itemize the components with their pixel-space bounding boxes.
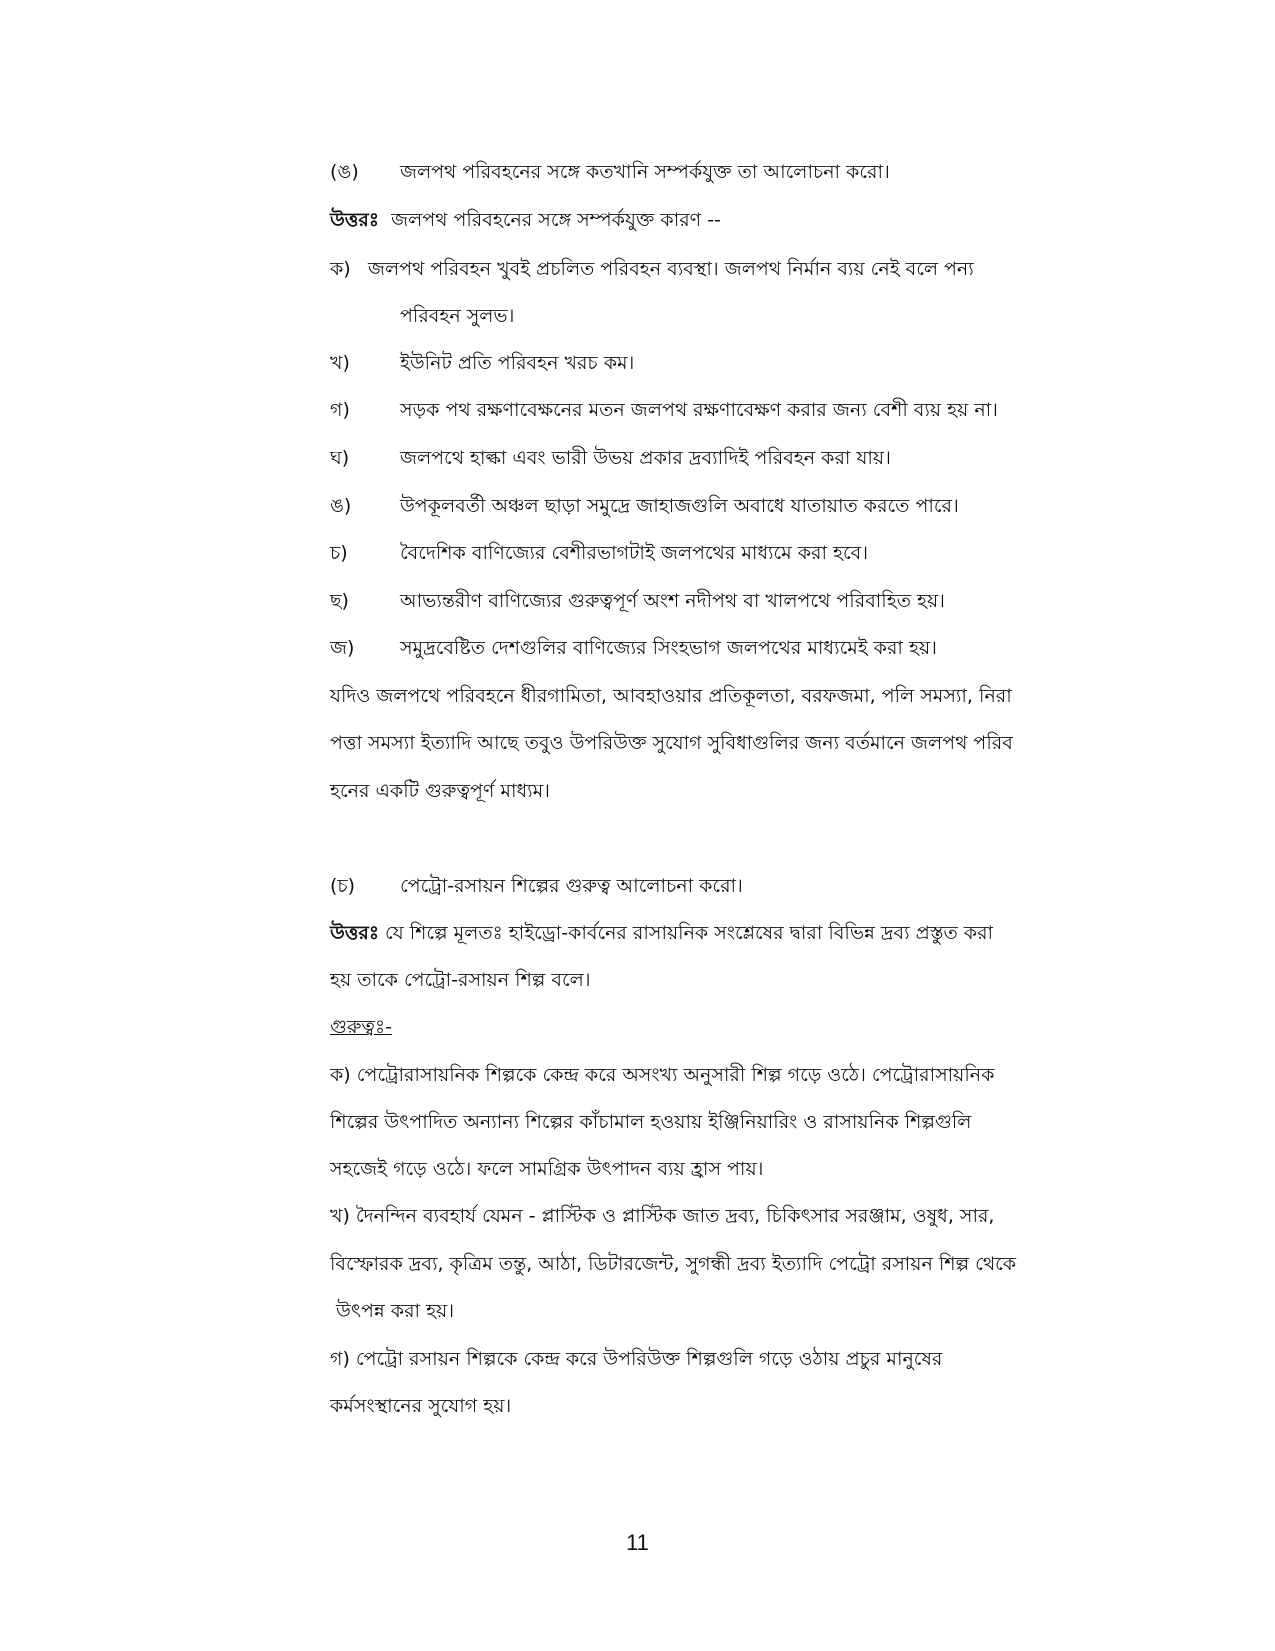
page-number: 11 [626, 1530, 649, 1555]
list-item-text: সড়ক পথ রক্ষণাবেক্ষনের মতন জলপথ রক্ষণাবেক্ষণ করার জন্য বেশী ব্যয় হয় না। [400, 399, 998, 421]
list-item [330, 541, 868, 565]
list-item-mark: জ) [330, 637, 355, 659]
list-item [330, 398, 998, 422]
list-item [330, 446, 891, 470]
list-item [330, 636, 937, 660]
list-item-mark: ক) [330, 258, 351, 280]
list-item [330, 494, 959, 518]
answer-e-label: উত্তরঃ [330, 209, 379, 231]
conclusion-line: হনের একটি গুরুত্বপূর্ণ মাধ্যম। [330, 780, 550, 802]
list-item-text: উপকূলবর্তী অঞ্চল ছাড়া সমুদ্রে জাহাজগুলি অবাধে যাতায়াত করতে পারে। [400, 495, 959, 517]
answer-f-text: যে শিল্পে মূলতঃ হাইড্রো-কার্বনের রাসায়নিক সংশ্লেষের দ্বারা বিভিন্ন দ্রব্য প্রস্তুত করা [385, 922, 994, 944]
list-item-text: বৈদেশিক বাণিজ্যের বেশীরভাগটাই জলপথের মাধ্যমে করা হবে। [400, 542, 869, 564]
paragraph-line: ক) পেট্রোরাসায়নিক শিল্পকে কেন্দ্র করে অসংখ্য অনুসারী শিল্প গড়ে ওঠে। পেট্রোরাসায়নিক [330, 1064, 995, 1086]
list-item-text: ইউনিট প্রতি পরিবহন খরচ কম। [400, 352, 635, 374]
question-f-text: পেট্রো-রসায়ন শিল্পের গুরুত্ব আলোচনা করো। [400, 875, 743, 897]
list-item-continuation: পরিবহন সুলভ। [400, 305, 515, 327]
answer-f-label: উত্তরঃ [330, 922, 379, 944]
list-item-text: জলপথে হাল্কা এবং ভারী উভয় প্রকার দ্রব্যাদিই পরিবহন করা যায়। [400, 447, 891, 469]
list-item-mark: খ) [330, 352, 350, 374]
answer-f-line: হয় তাকে পেট্রো-রসায়ন শিল্প বলে। [330, 969, 591, 991]
list-item-text: আভ্যন্তরীণ বাণিজ্যের গুরুত্বপূর্ণ অংশ নদীপথ বা খালপথে পরিবাহিত হয়। [400, 590, 945, 612]
question-f-number: (চ) [330, 875, 356, 897]
question-e [330, 160, 890, 184]
paragraph-line: সহজেই গড়ে ওঠে। ফলে সামগ্রিক উৎপাদন ব্যয় হ্রাস পায়। [330, 1158, 764, 1180]
answer-e-intro-text: জলপথ পরিবহনের সঙ্গে সম্পর্কযুক্ত কারণ -- [391, 209, 721, 231]
question-e-number: (ঙ) [330, 161, 359, 183]
importance-heading: গুরুত্বঃ- [330, 1016, 392, 1038]
list-item-mark: ঘ) [330, 447, 350, 469]
conclusion-line: যদিও জলপথে পরিবহনে ধীরগামিতা, আবহাওয়ার প্রতিকূলতা, বরফজমা, পলি সমস্যা, নিরা [330, 685, 1012, 707]
answer-f-line [330, 921, 993, 945]
paragraph-line: শিল্পের উৎপাদিত অন্যান্য শিল্পের কাঁচামাল হওয়ায় ইঞ্জিনিয়ারিং ও রাসায়নিক শিল্পগুলি [330, 1111, 972, 1133]
answer-e-intro [330, 208, 721, 232]
list-item [330, 257, 974, 281]
list-item [330, 351, 634, 375]
question-e-text: জলপথ পরিবহনের সঙ্গে কতখানি সম্পর্কযুক্ত তা আলোচনা করো। [400, 161, 890, 183]
paragraph-line: গ) পেট্রো রসায়ন শিল্পকে কেন্দ্র করে উপরিউক্ত শিল্পগুলি গড়ে ওঠায় প্রচুর মানুষের [330, 1348, 943, 1370]
list-item-mark: গ) [330, 399, 350, 421]
list-item [330, 589, 945, 613]
paragraph-line: উৎপন্ন করা হয়। [330, 1300, 455, 1322]
list-item-mark: চ) [330, 542, 348, 564]
paragraph-line: বিস্ফোরক দ্রব্য, কৃত্রিম তন্তু, আঠা, ডিটারজেন্ট, সুগন্ধী দ্রব্য ইত্যাদি পেট্রো রসায়ন শিল্প থেকে [330, 1253, 1017, 1275]
list-item-mark: ঙ) [330, 495, 352, 517]
list-item-text: সমুদ্রবেষ্টিত দেশগুলির বাণিজ্যের সিংহভাগ জলপথের মাধ্যমেই করা হয়। [400, 637, 937, 659]
paragraph-line: কর্মসংস্থানের সুযোগ হয়। [330, 1395, 512, 1417]
list-item-text: জলপথ পরিবহন খুবই প্রচলিত পরিবহন ব্যবস্থা। জলপথ নির্মান ব্যয় নেই বলে পন্য [368, 258, 974, 280]
question-f [330, 874, 743, 898]
paragraph-line: খ) দৈনন্দিন ব্যবহার্য যেমন - প্লাস্টিক ও প্লাস্টিক জাত দ্রব্য, চিকিৎসার সরঞ্জাম, ওষুধ, সার, [330, 1205, 995, 1227]
list-item-mark: ছ) [330, 590, 349, 612]
conclusion-line: পত্তা সমস্যা ইত্যাদি আছে তবুও উপরিউক্ত সুযোগ সুবিধাগুলির জন্য বর্তমানে জলপথ পরিব [330, 732, 1013, 754]
